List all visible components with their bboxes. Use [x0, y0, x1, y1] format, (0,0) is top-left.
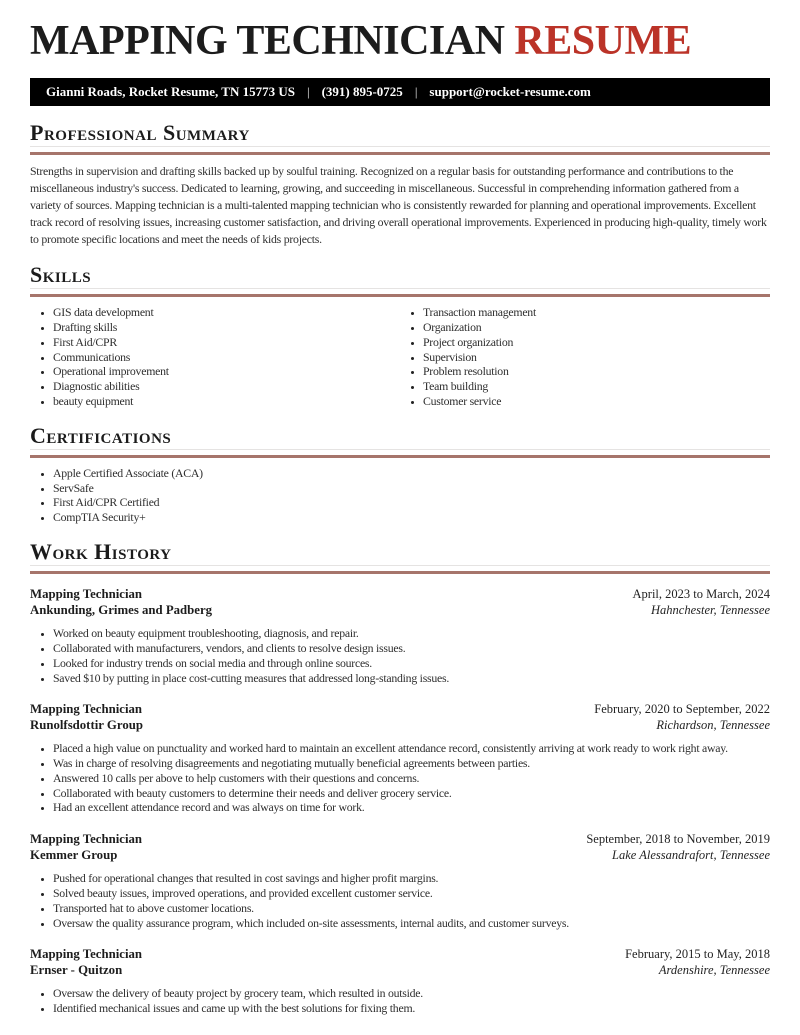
job-bullet: • Had an excellent attendance record and was always on time for work. [53, 800, 770, 815]
job-company-row [30, 717, 770, 733]
job-company-row [30, 962, 770, 978]
skills-columns [30, 297, 770, 409]
page-title-main: MAPPING TECHNICIAN [30, 18, 505, 64]
certification-item: • Apple Certified Associate (ACA) [53, 466, 770, 481]
job-bullets [30, 871, 770, 930]
job-bullet: • Collaborated with manufacturers, vendors, and clients to resolve design issues. [53, 641, 770, 656]
job-bullet: • Solved beauty issues, improved operations, and provided excellent customer service. [53, 886, 770, 901]
job-title-row [30, 831, 770, 847]
section-heading-skills: Skills [30, 263, 770, 289]
job-bullet: • Oversaw the quality assurance program, which included on-site assessments, internal audits, and customer surveys. [53, 916, 770, 931]
job-company: Runolfsdottir Group [30, 718, 143, 733]
job-bullet: • Answered 10 calls per above to help customers with their questions and concerns. [53, 771, 770, 786]
skill-item: • Organization [423, 320, 770, 335]
job-dates: September, 2018 to November, 2019 [586, 832, 770, 847]
contact-phone: (391) 895-0725 [321, 83, 403, 99]
job-company: Kemmer Group [30, 848, 118, 863]
section-divider [30, 455, 770, 458]
skill-item: • Problem resolution [423, 364, 770, 379]
job-title: Mapping Technician [30, 702, 143, 717]
section-divider [30, 152, 770, 155]
job-dates: February, 2020 to September, 2022 [594, 702, 770, 717]
job-title-row [30, 701, 770, 717]
job-title: Mapping Technician [30, 832, 143, 847]
work-history-entry [30, 701, 770, 815]
skill-item: • Team building [423, 379, 770, 394]
work-history-entry [30, 946, 770, 1016]
job-bullet: • Was in charge of resolving disagreements and negotiating mutually beneficial agreements between parties. [53, 756, 770, 771]
job-title: Mapping Technician [30, 947, 143, 962]
skill-item: • Operational improvement [53, 364, 400, 379]
page-title-accent: RESUME [514, 18, 692, 64]
contact-name-location: Gianni Roads, Rocket Resume, TN 15773 US [46, 83, 295, 99]
job-location: Richardson, Tennessee [656, 718, 770, 733]
skill-item: • Communications [53, 350, 400, 365]
skill-item: • Supervision [423, 350, 770, 365]
job-title: Mapping Technician [30, 587, 143, 602]
section-heading-certifications: Certifications [30, 424, 770, 450]
page-title [30, 20, 770, 64]
job-location: Ardenshire, Tennessee [658, 963, 770, 978]
job-bullet: • Saved $10 by putting in place cost-cutting measures that addressed long-standing issues. [53, 671, 770, 686]
job-location: Lake Alessandrafort, Tennessee [612, 848, 770, 863]
certification-item: • First Aid/CPR Certified [53, 495, 770, 510]
job-bullets [30, 741, 770, 815]
contact-email: support@rocket-resume.com [429, 83, 591, 99]
skill-item: • First Aid/CPR [53, 335, 400, 350]
job-bullet: • Worked on beauty equipment troubleshooting, diagnosis, and repair. [53, 626, 770, 641]
certification-item: • ServSafe [53, 481, 770, 496]
job-company: Ankunding, Grimes and Padberg [30, 603, 213, 618]
job-bullet: • Identified mechanical issues and came up with the best solutions for fixing them. [53, 1001, 770, 1016]
skill-item: • beauty equipment [53, 394, 400, 409]
job-company: Ernser - Quitzon [30, 963, 123, 978]
certifications-list [30, 466, 770, 525]
job-dates: April, 2023 to March, 2024 [632, 587, 770, 602]
job-title-row [30, 586, 770, 602]
job-bullet: • Transported hat to above customer locations. [53, 901, 770, 916]
job-bullet: • Collaborated with beauty customers to determine their needs and deliver grocery service. [53, 786, 770, 801]
work-history-entry [30, 586, 770, 685]
job-bullet: • Placed a high value on punctuality and worked hard to maintain an excellent attendance record, consistently arriving at work ready to work right away. [53, 741, 770, 756]
skill-item: • Diagnostic abilities [53, 379, 400, 394]
job-bullets [30, 986, 770, 1016]
certification-item: • CompTIA Security+ [53, 510, 770, 525]
contact-bar [30, 78, 770, 106]
skill-item: • Customer service [423, 394, 770, 409]
job-title-row [30, 946, 770, 962]
job-bullet: • Pushed for operational changes that resulted in cost savings and higher profit margins. [53, 871, 770, 886]
job-company-row [30, 602, 770, 618]
skills-column-left [30, 305, 400, 409]
skill-item: • Drafting skills [53, 320, 400, 335]
professional-summary-text: Strengths in supervision and drafting skills backed up by soulful training. Recognized on a regular basis for outstanding performance and contributions to the miscellaneous industry's success. Dedicated to learning, growing, and succeeding in miscellaneous. Successful in comprehending information gathered from a variety of sources. Mapping technician is a multi-talented mapping technician who is consistently rewarded for planning and operational improvements. Excellent track record of resolving issues, increasing customer satisfaction, and driving overall operational improvements. Experienced in producing high-quality, timely work to promote specific locations and meet the needs of kids projects. [30, 164, 767, 247]
job-bullet: • Looked for industry trends on social media and through online sources. [53, 656, 770, 671]
contact-separator: | [414, 83, 418, 99]
job-dates: February, 2015 to May, 2018 [625, 947, 770, 962]
skill-item: • Transaction management [423, 305, 770, 320]
section-heading-work-history: Work History [30, 540, 770, 566]
section-divider [30, 571, 770, 574]
contact-separator: | [306, 83, 310, 99]
job-bullets [30, 626, 770, 685]
work-history-entry [30, 831, 770, 930]
skill-item: • Project organization [423, 335, 770, 350]
skills-column-right [400, 305, 770, 409]
job-bullet: • Oversaw the delivery of beauty project by grocery team, which resulted in outside. [53, 986, 770, 1001]
job-company-row [30, 847, 770, 863]
skill-item: • GIS data development [53, 305, 400, 320]
section-heading-professional-summary: Professional Summary [30, 121, 770, 147]
job-location: Hahnchester, Tennessee [651, 603, 770, 618]
